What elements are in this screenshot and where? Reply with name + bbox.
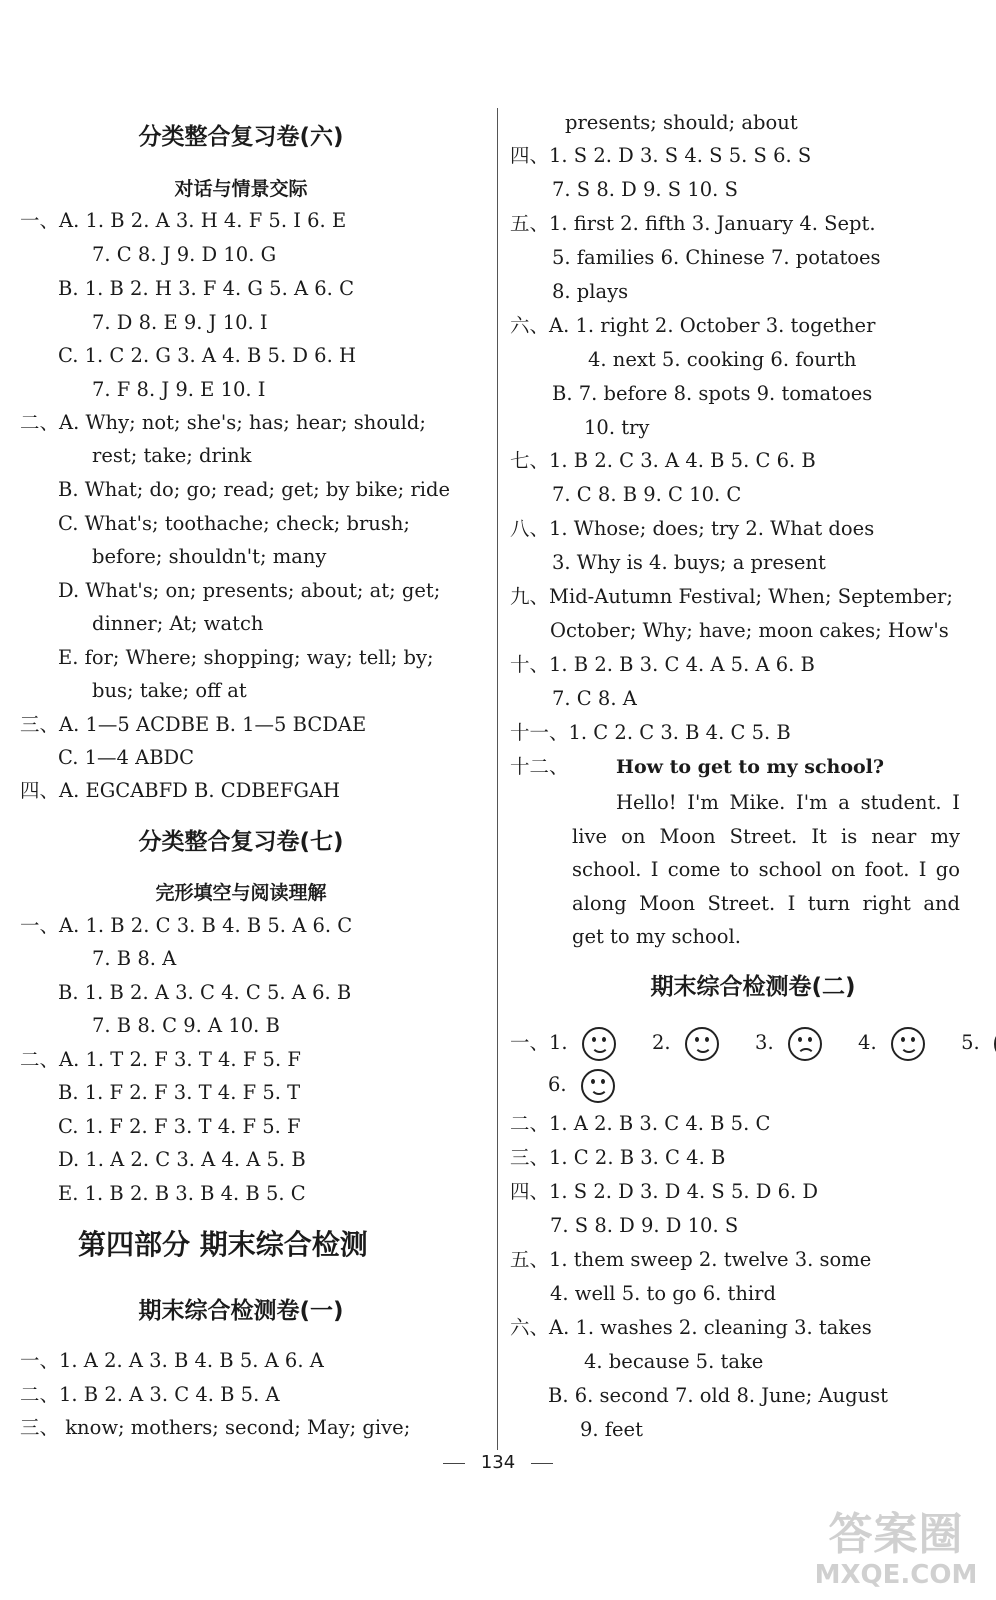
dash-left	[443, 1463, 465, 1464]
answer-line: 三、A. 1—5 ACDBE B. 1—5 BCDAE	[20, 713, 367, 736]
answer-line: B. 1. B 2. H 3. F 4. G 5. A 6. C	[58, 277, 354, 300]
answer-line: 四、1. S 2. D 3. S 4. S 5. S 6. S	[510, 144, 812, 167]
watermark-logo	[812, 1510, 980, 1592]
final-exam-1-title: 期末综合检测卷(一)	[138, 1298, 344, 1324]
answer-line: 四、A. EGCABFD B. CDBEFGAH	[20, 779, 341, 802]
faces-row-2	[548, 1068, 615, 1102]
faces-row-1	[510, 1026, 996, 1060]
answer-line: C. 1. F 2. F 3. T 4. F 5. F	[58, 1115, 301, 1138]
happy-face-icon	[891, 1027, 925, 1061]
section-6-subtitle: 对话与情景交际	[174, 178, 308, 200]
answer-line: 六、A. 1. right 2. October 3. together	[510, 314, 876, 337]
faces-label: 2.	[652, 1031, 671, 1054]
answer-line: 十一、1. C 2. C 3. B 4. C 5. B	[510, 721, 791, 744]
answer-line: 二、A. 1. T 2. F 3. T 4. F 5. F	[20, 1048, 301, 1071]
dash-right	[531, 1463, 553, 1464]
answer-line: B. 6. second 7. old 8. June; August	[548, 1384, 889, 1407]
answer-line: 七、1. B 2. C 3. A 4. B 5. C 6. B	[510, 449, 816, 472]
answer-line: 十、1. B 2. B 3. C 4. A 5. A 6. B	[510, 653, 815, 676]
answer-line: E. for; Where; shopping; way; tell; by;	[58, 646, 434, 669]
answer-line: rest; take; drink	[92, 444, 252, 467]
answer-line: 三、1. C 2. B 3. C 4. B	[510, 1146, 726, 1169]
answer-line: 7. B 8. A	[92, 947, 177, 970]
answer-line: 7. C 8. A	[552, 687, 637, 710]
answer-line: 一、A. 1. B 2. A 3. H 4. F 5. I 6. E	[20, 209, 347, 232]
answer-line: B. 1. B 2. A 3. C 4. C 5. A 6. B	[58, 981, 352, 1004]
answer-line: 10. try	[584, 416, 650, 439]
answer-line: 7. C 8. B 9. C 10. C	[552, 483, 742, 506]
answer-line: presents; should; about	[565, 111, 798, 134]
question-12-label: 十二、	[510, 755, 569, 778]
answer-line: E. 1. B 2. B 3. B 4. B 5. C	[58, 1182, 306, 1205]
answer-line: 3. Why is 4. buys; a present	[552, 551, 826, 574]
happy-face-icon	[581, 1069, 615, 1103]
answer-line: 三、 know; mothers; second; May; give;	[20, 1416, 411, 1439]
answer-line: 五、1. them sweep 2. twelve 3. some	[510, 1248, 872, 1271]
sad-face-icon	[788, 1027, 822, 1061]
answer-line: 一、A. 1. B 2. C 3. B 4. B 5. A 6. C	[20, 914, 353, 937]
happy-face-icon	[685, 1027, 719, 1061]
answer-line: 八、1. Whose; does; try 2. What does	[510, 517, 875, 540]
answer-line: B. What; do; go; read; get; by bike; ride	[58, 478, 451, 501]
faces-label: 6.	[548, 1073, 567, 1096]
answer-line: 四、1. S 2. D 3. D 4. S 5. D 6. D	[510, 1180, 819, 1203]
answer-line: 7. S 8. D 9. S 10. S	[552, 178, 738, 201]
answer-line: 二、1. A 2. B 3. C 4. B 5. C	[510, 1112, 771, 1135]
answer-line: dinner; At; watch	[92, 612, 264, 635]
answer-line: October; Why; have; moon cakes; How's	[550, 619, 949, 642]
answer-line: 7. S 8. D 9. D 10. S	[550, 1214, 739, 1237]
faces-label: 5.	[961, 1031, 980, 1054]
answer-line: 五、1. first 2. fifth 3. January 4. Sept.	[510, 212, 876, 235]
answer-line: D. What's; on; presents; about; at; get;	[58, 579, 441, 602]
answer-line: 8. plays	[552, 280, 629, 303]
essay-title: How to get to my school?	[616, 756, 885, 778]
watermark-text-top: 答案圈	[828, 1509, 964, 1560]
answer-line: C. 1—4 ABDC	[58, 746, 195, 769]
answer-line: 9. feet	[580, 1418, 643, 1441]
answer-line: 二、1. B 2. A 3. C 4. B 5. A	[20, 1383, 280, 1406]
answer-line: bus; take; off at	[92, 679, 247, 702]
answer-line: B. 1. F 2. F 3. T 4. F 5. T	[58, 1081, 301, 1104]
happy-face-icon	[582, 1027, 616, 1061]
page-number: 134	[480, 1452, 516, 1473]
answer-line: C. What's; toothache; check; brush;	[58, 512, 410, 535]
column-divider	[497, 108, 498, 1450]
answer-line: 7. C 8. J 9. D 10. G	[92, 243, 277, 266]
part-4-title: 第四部分 期末综合检测	[78, 1228, 368, 1261]
answer-line: 4. because 5. take	[584, 1350, 764, 1373]
section-7-title: 分类整合复习卷(七)	[138, 829, 344, 855]
answer-line: 4. well 5. to go 6. third	[550, 1282, 776, 1305]
answer-line: 六、A. 1. washes 2. cleaning 3. takes	[510, 1316, 872, 1339]
answer-line: 九、Mid-Autumn Festival; When; September;	[510, 585, 953, 608]
answer-line: 7. B 8. C 9. A 10. B	[92, 1014, 280, 1037]
faces-label: 4.	[858, 1031, 877, 1054]
watermark-text-bottom: MXQE.COM	[814, 1560, 978, 1590]
essay-body: Hello! I'm Mike. I'm a student. I live on Moon Street. It is near my school. I come to school on foot. I go along Moon Street. I turn right and get to my school.	[572, 791, 960, 949]
faces-label: 一、1.	[510, 1031, 568, 1054]
page-number-footer	[0, 1450, 996, 1476]
answer-line: 7. D 8. E 9. J 10. I	[92, 311, 268, 334]
answer-line: C. 1. C 2. G 3. A 4. B 5. D 6. H	[58, 344, 356, 367]
section-6-title: 分类整合复习卷(六)	[138, 124, 344, 150]
answer-line: before; shouldn't; many	[92, 545, 327, 568]
answer-line: 7. F 8. J 9. E 10. I	[92, 378, 266, 401]
answer-line: 二、A. Why; not; she's; has; hear; should;	[20, 411, 426, 434]
answer-line: B. 7. before 8. spots 9. tomatoes	[552, 382, 873, 405]
final-exam-2-title: 期末综合检测卷(二)	[650, 974, 856, 1000]
answer-line: 5. families 6. Chinese 7. potatoes	[552, 246, 881, 269]
answer-line: 4. next 5. cooking 6. fourth	[588, 348, 857, 371]
answer-line: 一、1. A 2. A 3. B 4. B 5. A 6. A	[20, 1349, 324, 1372]
section-7-subtitle: 完形填空与阅读理解	[155, 882, 327, 904]
answer-line: D. 1. A 2. C 3. A 4. A 5. B	[58, 1148, 306, 1171]
faces-label: 3.	[755, 1031, 774, 1054]
